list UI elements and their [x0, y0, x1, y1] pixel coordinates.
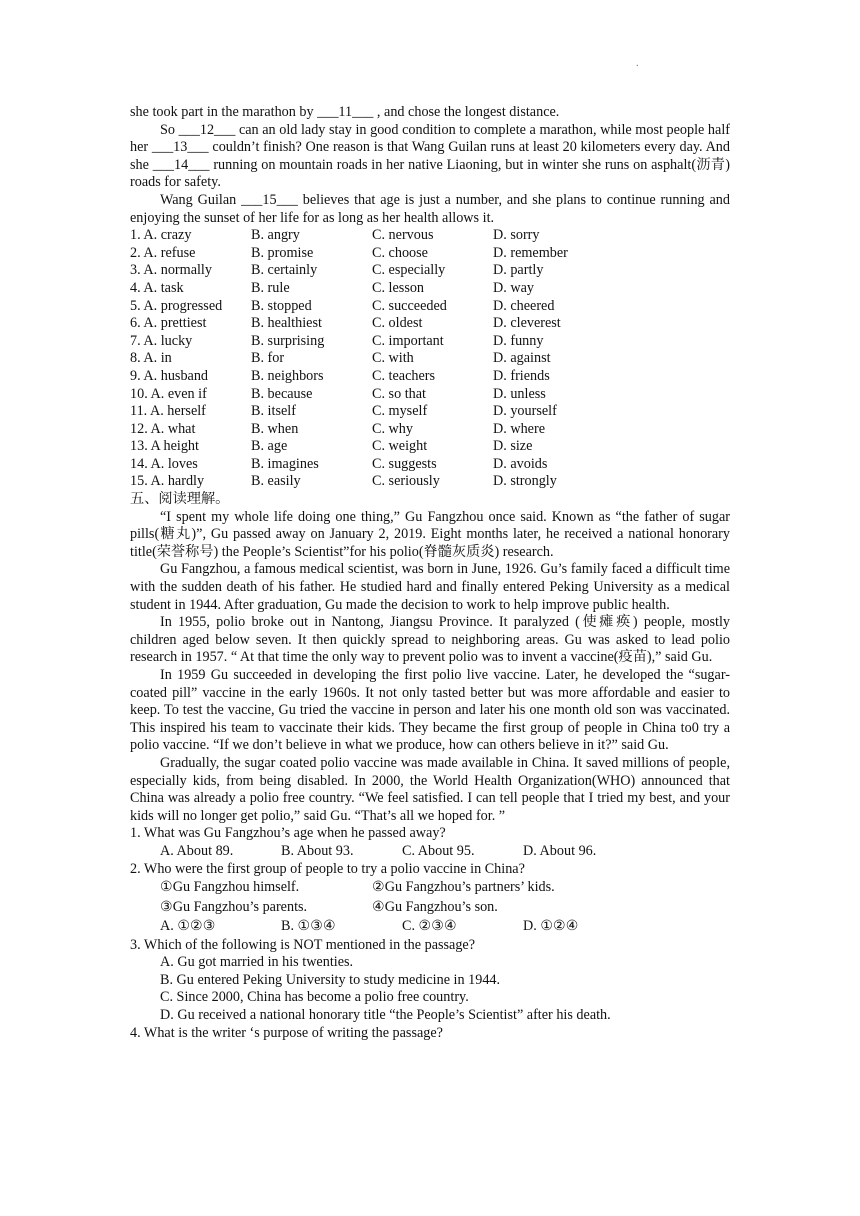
option-row [130, 227, 730, 245]
option-row [130, 438, 730, 456]
option-row [130, 280, 730, 298]
option: D. cheered [493, 297, 555, 314]
option: C. teachers [372, 367, 436, 384]
option: D. funny [493, 332, 544, 349]
option: B. imagines [251, 455, 319, 472]
option: B. Gu entered Peking University to study medicine in 1944. [160, 971, 501, 988]
option: D. Gu received a national honorary title “the People’s Scientist” after his death. [160, 1007, 611, 1023]
option: C. About 95. [402, 842, 475, 859]
option-row [130, 262, 730, 280]
option: D. yourself [493, 403, 557, 420]
choice: ②Gu Fangzhou’s partners’ kids. [372, 879, 555, 896]
option-row [130, 473, 730, 491]
question-stem: 4. What is the writer ‘s purpose of writing the passage? [130, 1024, 443, 1041]
option: 8. A. in [130, 350, 172, 367]
option-row [130, 333, 730, 351]
reading-paragraph: Gu Fangzhou, a famous medical scientist, was born in June, 1926. Gu’s family faced a difficult time with the sudden death of his father. He studied hard and finally entered Peking University as a medical student in 1944. After graduation, Gu made the decision to work to help improve public health. [130, 561, 730, 613]
option: B. certainly [251, 262, 318, 279]
option-row [130, 386, 730, 404]
option-row [130, 350, 730, 368]
choice: ①Gu Fangzhou himself. [160, 879, 300, 896]
option: B. angry [251, 227, 300, 244]
option: D. About 96. [523, 842, 597, 859]
question-options [130, 917, 730, 937]
option: 2. A. refuse [130, 244, 196, 261]
option: C. myself [372, 403, 428, 420]
option-row [130, 368, 730, 386]
choice: ④Gu Fangzhou’s son. [372, 898, 498, 915]
option: A. Gu got married in his twenties. [160, 954, 354, 971]
document-page [130, 104, 730, 1042]
option: B. healthiest [251, 315, 322, 332]
option: 10. A. even if [130, 385, 207, 402]
option: 6. A. prettiest [130, 315, 207, 332]
option: B. age [251, 438, 288, 455]
option: B. promise [251, 244, 314, 261]
option: 13. A height [130, 438, 199, 455]
question-options [130, 843, 730, 861]
option: C. Since 2000, China has become a polio free country. [160, 989, 469, 1006]
option-row [130, 245, 730, 263]
option-row [130, 421, 730, 439]
page-marker: . [636, 58, 639, 69]
reading-paragraph: In 1959 Gu succeeded in developing the first polio live vaccine. Later, he developed the “sugar-coated pill” vaccine in the early 1960s. It not only tasted better but was more affordable and easier to keep. To test the vaccine, Gu tried the vaccine in person and later his one month old son was vaccinated. This inspired his team to vaccinate their kids. They became the first group of people in China to0 try a polio vaccine. “If we don’t believe in what we produce, how can others believe in it?” said Gu. [130, 667, 730, 754]
option: D. against [493, 350, 551, 367]
option: D. way [493, 279, 534, 296]
option: C. nervous [372, 227, 434, 244]
option: C. succeeded [372, 297, 447, 314]
cloze-text: So ___12___ can an old lady stay in good condition to complete a marathon, while most people half her ___13___ couldn’t finish? One reason is that Wang Guilan runs at least 20 kilometers every day. And she ___14___ running on mountain roads in her native Liaoning, but in winter she runs on asphalt(沥青) roads for safety. [130, 121, 730, 191]
option: D. ①②④ [523, 918, 579, 935]
option: C. especially [372, 262, 446, 279]
option: D. size [493, 438, 533, 455]
question-choices [130, 878, 730, 917]
option: D. where [493, 420, 545, 437]
reading-paragraph: Gradually, the sugar coated polio vaccine was made available in China. It saved millions of people, especially kids, from being disabled. In 2000, the World Health Organization(WHO) announced that China was already a polio free country. “We feel satisfied. I can tell people that I tried my best, and your kids will no longer get polio,” said Gu. “That’s all we hoped for. ” [130, 754, 730, 824]
choice: ③Gu Fangzhou’s parents. [160, 898, 308, 915]
option: B. when [251, 420, 299, 437]
option: 5. A. progressed [130, 297, 223, 314]
option: B. because [251, 385, 313, 402]
option: 3. A. normally [130, 262, 212, 279]
option-row [130, 315, 730, 333]
option: C. so that [372, 385, 426, 402]
option: 4. A. task [130, 279, 184, 296]
option: C. choose [372, 244, 428, 261]
option: 14. A. loves [130, 455, 198, 472]
question-stem: 3. Which of the following is NOT mentioned in the passage? [130, 936, 476, 953]
option: 1. A. crazy [130, 227, 192, 244]
cloze-options [130, 227, 730, 491]
reading-paragraph: In 1955, polio broke out in Nantong, Jiangsu Province. It paralyzed (使瘫痪) people, mostly children aged below seven. It then quickly spread to neighboring areas. Gu was asked to lead polio research in 1957. “ At that time the only way to prevent polio was to invent a vaccine(疫苗),” said Gu. [130, 614, 730, 666]
option: D. avoids [493, 455, 548, 472]
option: B. About 93. [281, 842, 354, 859]
option: C. weight [372, 438, 428, 455]
option-row [130, 403, 730, 421]
option: D. remember [493, 244, 568, 261]
reading-paragraph: “I spent my whole life doing one thing,” Gu Fangzhou once said. Known as “the father of sugar pills(糖丸)”, Gu passed away on January 2, 2019. Eight months later, he received a national honorary title(荣誉称号) the People’s Scientist”for his polio(脊髓灰质炎) research. [130, 508, 730, 560]
option: 11. A. herself [130, 403, 206, 420]
option: C. seriously [372, 473, 440, 490]
option: C. lesson [372, 279, 425, 296]
option: D. friends [493, 367, 550, 384]
option: C. important [372, 332, 444, 349]
option: B. neighbors [251, 367, 324, 384]
option: 15. A. hardly [130, 473, 205, 490]
option: B. ①③④ [281, 918, 336, 935]
option: C. with [372, 350, 414, 367]
option: B. surprising [251, 332, 325, 349]
option: C. why [372, 420, 413, 437]
option-row [130, 456, 730, 474]
cloze-text: Wang Guilan ___15___ believes that age is just a number, and she plans to continue running and enjoying the sunset of her life for as long as her health allows it. [130, 191, 730, 226]
option: 12. A. what [130, 420, 196, 437]
option: D. unless [493, 385, 546, 402]
option: C. oldest [372, 315, 423, 332]
option: B. easily [251, 473, 301, 490]
option: D. cleverest [493, 315, 561, 332]
question-stem: 2. Who were the first group of people to try a polio vaccine in China? [130, 860, 525, 877]
section-title: 五、阅读理解。 [130, 491, 230, 508]
option: B. itself [251, 403, 296, 420]
option: C. suggests [372, 455, 437, 472]
question-stem: 1. What was Gu Fangzhou’s age when he passed away? [130, 825, 446, 842]
option: A. About 89. [160, 842, 234, 859]
option: D. sorry [493, 227, 540, 244]
cloze-text: she took part in the marathon by ___11___ , and chose the longest distance. [130, 104, 560, 120]
option: D. strongly [493, 473, 557, 490]
option: B. stopped [251, 297, 312, 314]
option: C. ②③④ [402, 918, 457, 935]
option-row [130, 298, 730, 316]
option: 9. A. husband [130, 367, 209, 384]
option: D. partly [493, 262, 544, 279]
option: 7. A. lucky [130, 332, 193, 349]
option: B. rule [251, 279, 290, 296]
option: A. ①②③ [160, 918, 216, 935]
option: B. for [251, 350, 285, 367]
